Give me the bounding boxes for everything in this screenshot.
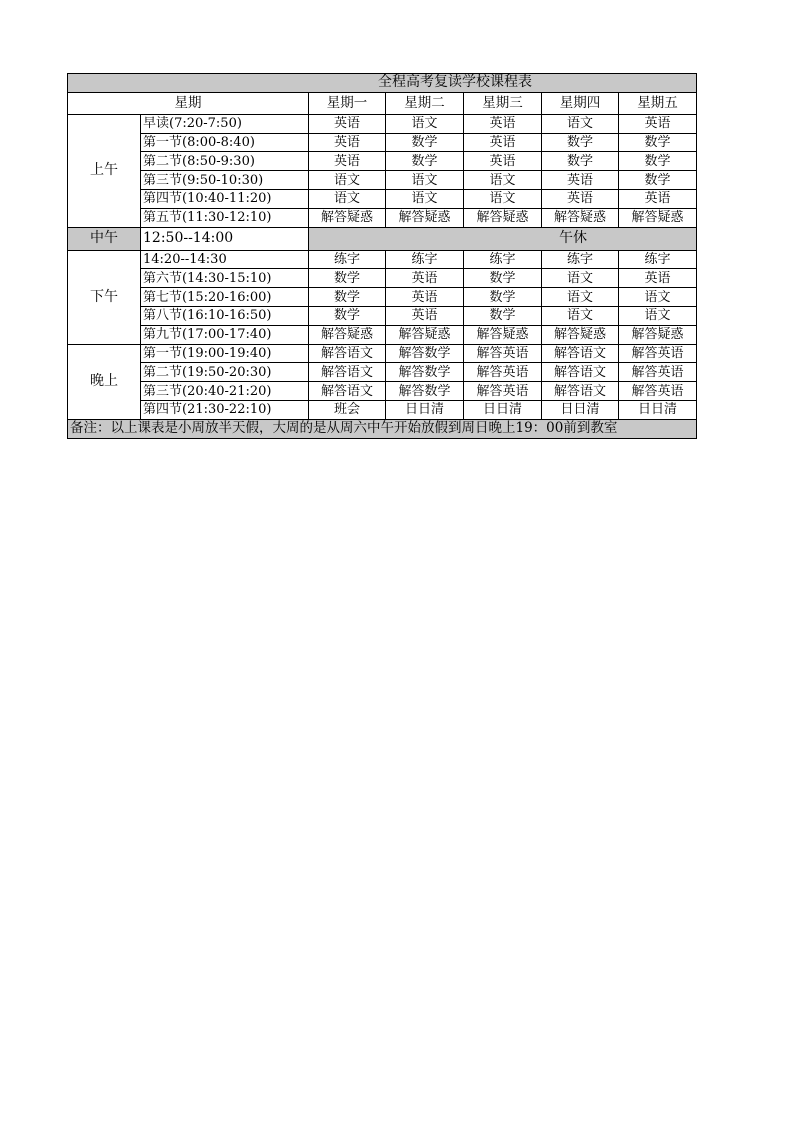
noon-rest-label: 午休 xyxy=(309,227,697,250)
subject-cell: 数学 xyxy=(309,306,386,325)
subject-cell: 解答疑惑 xyxy=(619,208,697,227)
subject-cell: 解答语文 xyxy=(309,382,386,401)
subject-cell: 数学 xyxy=(309,269,386,288)
subject-cell: 解答疑惑 xyxy=(464,208,542,227)
subject-cell: 日日清 xyxy=(464,400,542,419)
subject-cell: 语文 xyxy=(309,189,386,208)
subject-cell: 英语 xyxy=(464,152,542,171)
subject-cell: 解答英语 xyxy=(464,344,542,363)
footnote: 备注：以上课表是小周放半天假，大周的是从周六中午开始放假到周日晚上19：00前到教室 xyxy=(68,419,697,438)
time-slot: 第七节(15:20-16:00) xyxy=(141,288,309,307)
period-label-noon: 中午 xyxy=(68,227,141,250)
subject-cell: 语文 xyxy=(386,189,464,208)
subject-cell: 练字 xyxy=(386,250,464,269)
subject-cell: 解答语文 xyxy=(309,363,386,382)
time-slot: 第三节(20:40-21:20) xyxy=(141,382,309,401)
table-row xyxy=(68,250,697,269)
subject-cell: 语文 xyxy=(309,171,386,190)
period-label-morning: 上午 xyxy=(68,114,141,227)
subject-cell: 解答数学 xyxy=(386,344,464,363)
subject-cell: 英语 xyxy=(309,114,386,133)
subject-cell: 英语 xyxy=(386,269,464,288)
subject-cell: 语文 xyxy=(542,269,619,288)
subject-cell: 解答语文 xyxy=(309,344,386,363)
subject-cell: 数学 xyxy=(464,288,542,307)
time-slot: 早读(7:20-7:50) xyxy=(141,114,309,133)
subject-cell: 班会 xyxy=(309,400,386,419)
day-header: 星期二 xyxy=(386,92,464,114)
subject-cell: 语文 xyxy=(619,288,697,307)
time-slot: 第九节(17:00-17:40) xyxy=(141,325,309,344)
table-row xyxy=(68,171,697,190)
subject-cell: 英语 xyxy=(542,189,619,208)
table-row xyxy=(68,344,697,363)
subject-cell: 解答疑惑 xyxy=(619,325,697,344)
time-slot: 第四节(10:40-11:20) xyxy=(141,189,309,208)
subject-cell: 语文 xyxy=(542,288,619,307)
subject-cell: 解答英语 xyxy=(619,382,697,401)
table-row xyxy=(68,269,697,288)
subject-cell: 英语 xyxy=(309,152,386,171)
subject-cell: 数学 xyxy=(309,288,386,307)
subject-cell: 英语 xyxy=(619,114,697,133)
time-slot: 第一节(19:00-19:40) xyxy=(141,344,309,363)
table-row xyxy=(68,306,697,325)
subject-cell: 语文 xyxy=(619,306,697,325)
subject-cell: 解答疑惑 xyxy=(309,325,386,344)
table-row xyxy=(68,189,697,208)
table-row xyxy=(68,325,697,344)
time-slot: 第一节(8:00-8:40) xyxy=(141,133,309,152)
period-label-afternoon: 下午 xyxy=(68,250,141,344)
subject-cell: 练字 xyxy=(619,250,697,269)
day-header: 星期一 xyxy=(309,92,386,114)
subject-cell: 英语 xyxy=(542,171,619,190)
subject-cell: 解答英语 xyxy=(464,363,542,382)
header-row xyxy=(68,92,697,114)
table-row xyxy=(68,288,697,307)
subject-cell: 解答疑惑 xyxy=(386,208,464,227)
subject-cell: 解答疑惑 xyxy=(309,208,386,227)
noon-row xyxy=(68,227,697,250)
subject-cell: 日日清 xyxy=(619,400,697,419)
subject-cell: 解答语文 xyxy=(542,363,619,382)
subject-cell: 语文 xyxy=(464,171,542,190)
table-row xyxy=(68,382,697,401)
subject-cell: 英语 xyxy=(464,133,542,152)
table-row xyxy=(68,363,697,382)
subject-cell: 日日清 xyxy=(542,400,619,419)
day-header: 星期三 xyxy=(464,92,542,114)
period-label-evening: 晚上 xyxy=(68,344,141,419)
table-row xyxy=(68,152,697,171)
subject-cell: 数学 xyxy=(542,152,619,171)
subject-cell: 英语 xyxy=(464,114,542,133)
subject-cell: 解答疑惑 xyxy=(386,325,464,344)
subject-cell: 日日清 xyxy=(386,400,464,419)
time-slot: 第六节(14:30-15:10) xyxy=(141,269,309,288)
subject-cell: 英语 xyxy=(619,269,697,288)
subject-cell: 解答数学 xyxy=(386,363,464,382)
subject-cell: 解答英语 xyxy=(619,344,697,363)
time-slot: 第五节(11:30-12:10) xyxy=(141,208,309,227)
subject-cell: 语文 xyxy=(464,189,542,208)
subject-cell: 语文 xyxy=(386,114,464,133)
schedule-title: 全程高考复读学校课程表 xyxy=(68,74,697,93)
subject-cell: 解答英语 xyxy=(619,363,697,382)
note-row xyxy=(68,419,697,438)
subject-cell: 解答疑惑 xyxy=(542,208,619,227)
day-header: 星期五 xyxy=(619,92,697,114)
table-row xyxy=(68,114,697,133)
time-slot: 14:20--14:30 xyxy=(141,250,309,269)
week-label: 星期 xyxy=(68,92,309,114)
subject-cell: 数学 xyxy=(542,133,619,152)
subject-cell: 数学 xyxy=(619,152,697,171)
time-slot: 第三节(9:50-10:30) xyxy=(141,171,309,190)
table-row xyxy=(68,133,697,152)
subject-cell: 解答疑惑 xyxy=(464,325,542,344)
subject-cell: 练字 xyxy=(464,250,542,269)
subject-cell: 数学 xyxy=(464,306,542,325)
subject-cell: 数学 xyxy=(619,133,697,152)
time-slot: 第八节(16:10-16:50) xyxy=(141,306,309,325)
subject-cell: 英语 xyxy=(386,306,464,325)
schedule-table xyxy=(67,73,697,439)
subject-cell: 解答英语 xyxy=(464,382,542,401)
subject-cell: 练字 xyxy=(542,250,619,269)
title-row xyxy=(68,74,697,93)
subject-cell: 英语 xyxy=(309,133,386,152)
time-slot: 第四节(21:30-22:10) xyxy=(141,400,309,419)
time-slot: 第二节(8:50-9:30) xyxy=(141,152,309,171)
subject-cell: 解答疑惑 xyxy=(542,325,619,344)
subject-cell: 解答数学 xyxy=(386,382,464,401)
subject-cell: 练字 xyxy=(309,250,386,269)
subject-cell: 数学 xyxy=(619,171,697,190)
subject-cell: 数学 xyxy=(464,269,542,288)
subject-cell: 解答语文 xyxy=(542,382,619,401)
subject-cell: 英语 xyxy=(386,288,464,307)
time-slot: 第二节(19:50-20:30) xyxy=(141,363,309,382)
day-header: 星期四 xyxy=(542,92,619,114)
time-slot: 12:50--14:00 xyxy=(141,227,309,250)
subject-cell: 语文 xyxy=(542,306,619,325)
subject-cell: 数学 xyxy=(386,152,464,171)
subject-cell: 语文 xyxy=(386,171,464,190)
subject-cell: 英语 xyxy=(619,189,697,208)
subject-cell: 语文 xyxy=(542,114,619,133)
table-row xyxy=(68,400,697,419)
subject-cell: 解答语文 xyxy=(542,344,619,363)
table-row xyxy=(68,208,697,227)
subject-cell: 数学 xyxy=(386,133,464,152)
